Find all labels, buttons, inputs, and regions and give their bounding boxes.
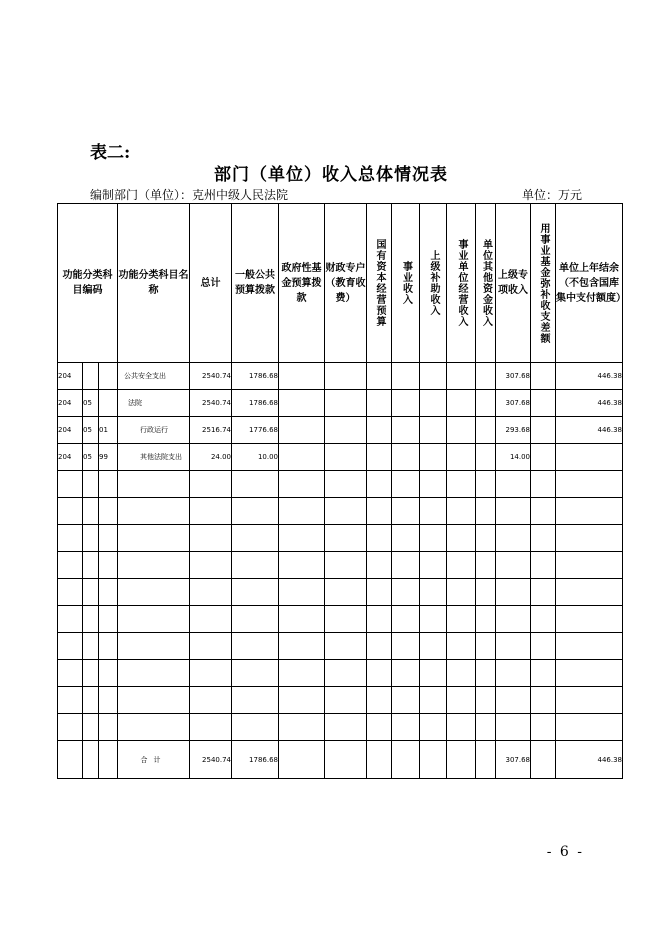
cell-code-sub: 99 (99, 444, 118, 471)
header-code: 功能分类科目编码 (58, 204, 118, 363)
empty-row (58, 579, 623, 606)
header-affiliated: 事业单位经营收入 (456, 239, 467, 327)
table-row (58, 363, 623, 390)
cell-code-class: 204 (58, 417, 83, 444)
header-state-capital: 国有资本经营预算 (374, 239, 385, 327)
empty-row (58, 633, 623, 660)
cell-superior-special: 14.00 (496, 444, 531, 471)
header-name: 功能分类科目名称 (118, 204, 190, 363)
cell-total: 2540.74 (190, 363, 232, 390)
cell-total: 2516.74 (190, 417, 232, 444)
cell-superior-special: 307.68 (496, 390, 531, 417)
empty-row (58, 552, 623, 579)
header-business: 事业收入 (400, 261, 412, 305)
cell-code-sub (99, 390, 118, 417)
header-fund-offset: 用事业基金弥补收支差额 (538, 222, 549, 344)
header-carryover: 单位上年结余（不包含国库集中支付额度） (556, 204, 623, 363)
cell-code-item (83, 363, 99, 390)
cell-code-item: 05 (83, 444, 99, 471)
cell-code-class: 204 (58, 363, 83, 390)
cell-total: 24.00 (190, 444, 232, 471)
cell-superior-special: 307.68 (496, 363, 531, 390)
header-superior-subsidy: 上级补助收入 (428, 250, 439, 316)
cell-carryover: 446.38 (556, 390, 623, 417)
currency-unit: 单位：万元 (521, 188, 582, 202)
table-row (58, 444, 623, 471)
table-row (58, 417, 623, 444)
empty-row (58, 498, 623, 525)
cell-name: 公共安全支出 (118, 363, 190, 390)
empty-row (58, 606, 623, 633)
total-carryover: 446.38 (556, 741, 623, 779)
cell-code-class: 204 (58, 390, 83, 417)
empty-row (58, 525, 623, 552)
cell-code-sub: 01 (99, 417, 118, 444)
total-row (58, 741, 623, 779)
cell-carryover: 446.38 (556, 363, 623, 390)
total-superior-special: 307.68 (496, 741, 531, 779)
cell-code-sub (99, 363, 118, 390)
empty-row (58, 714, 623, 741)
header-general: 一般公共预算拨款 (232, 204, 279, 363)
header-total: 总计 (190, 204, 232, 363)
table-row (58, 390, 623, 417)
cell-name: 法院 (118, 390, 190, 417)
empty-row (58, 471, 623, 498)
page-number: - 6 - (546, 844, 584, 860)
cell-general: 10.00 (232, 444, 279, 471)
cell-general: 1786.68 (232, 390, 279, 417)
cell-superior-special: 293.68 (496, 417, 531, 444)
cell-name: 行政运行 (118, 417, 190, 444)
total-general: 1786.68 (232, 741, 279, 779)
cell-name: 其他法院支出 (118, 444, 190, 471)
total-total: 2540.74 (190, 741, 232, 779)
cell-code-class: 204 (58, 444, 83, 471)
header-gov-fund: 政府性基金预算拨款 (279, 204, 325, 363)
cell-general: 1786.68 (232, 363, 279, 390)
cell-general: 1776.68 (232, 417, 279, 444)
cell-carryover (556, 444, 623, 471)
cell-code-item: 05 (83, 390, 99, 417)
page-title: 部门（单位）收入总体情况表 (214, 165, 448, 185)
cell-code-item: 05 (83, 417, 99, 444)
income-table (57, 203, 626, 779)
table-label: 表二: (90, 143, 131, 163)
empty-row (58, 660, 623, 687)
total-label: 合计 (118, 741, 190, 779)
compiling-unit: 编制部门（单位）：克州中级人民法院 (90, 188, 289, 202)
header-other: 单位其他资金收入 (480, 239, 492, 327)
header-superior-special: 上级专项收入 (496, 204, 531, 363)
cell-total: 2540.74 (190, 390, 232, 417)
empty-row (58, 687, 623, 714)
cell-carryover: 446.38 (556, 417, 623, 444)
header-special: 财政专户（教育收费） (325, 204, 367, 363)
